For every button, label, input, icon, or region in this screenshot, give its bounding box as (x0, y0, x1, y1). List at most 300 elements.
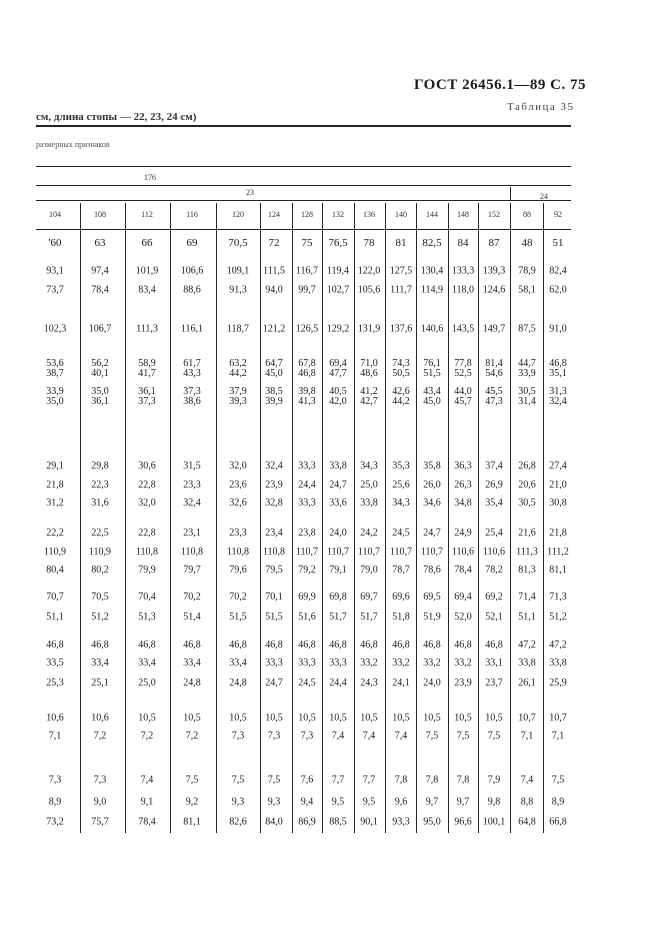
table-cell: 100,1 (482, 816, 506, 828)
table-cell: 30,6 (138, 460, 156, 472)
table-cell: 36,1 (138, 386, 156, 397)
table-cell-pair (549, 387, 567, 407)
table-cell: 52,5 (454, 368, 472, 379)
column-header: 144 (426, 210, 438, 219)
table-cell: 114,9 (420, 284, 444, 296)
table-cell: 9,6 (394, 796, 408, 808)
table-cell: 33,9 (518, 368, 536, 379)
table-cell-pair (183, 387, 201, 407)
table-cell: 33,6 (329, 497, 347, 509)
table-cell: 41,7 (138, 368, 156, 379)
table-cell: 102,7 (326, 284, 350, 296)
table-cell: 10,6 (91, 712, 109, 724)
table-cell: 24,8 (229, 677, 247, 689)
table-cell: 10,5 (298, 712, 316, 724)
table-cell: 30,5 (518, 386, 536, 397)
table-cell: 30,5 (518, 497, 536, 509)
table-cell: 149,7 (482, 323, 506, 335)
table-cell: 111,7 (390, 284, 412, 296)
table-cell-pair (138, 359, 156, 379)
table-cell: 31,5 (183, 460, 201, 472)
table-cell: 82,5 (422, 237, 442, 249)
table-cell: 7,5 (425, 730, 439, 742)
table-cell: 33,9 (46, 386, 64, 397)
table-cell: 90,1 (360, 816, 378, 828)
table-cell: 81 (395, 237, 407, 249)
table-cell: 61,7 (183, 358, 201, 369)
table-cell: 10,5 (183, 712, 201, 724)
table-cell: 25,0 (360, 479, 378, 491)
table-cell: 9,3 (231, 796, 245, 808)
table-cell: 45,5 (485, 386, 503, 397)
table-cell: 36,1 (91, 396, 109, 407)
table-subtitle: см, длина стопы — 22, 23, 24 см) (36, 111, 197, 123)
table-cell: 24,5 (392, 527, 410, 539)
table-cell: 7,8 (456, 774, 470, 786)
table-cell: 9,1 (140, 796, 154, 808)
column-header: 92 (554, 210, 562, 219)
table-cell: 29,8 (91, 460, 109, 472)
table-cell: 26,3 (454, 479, 472, 491)
table-cell: 7,7 (331, 774, 345, 786)
table-cell: 83,4 (138, 284, 156, 296)
table-cell: 37,9 (229, 386, 247, 397)
table-cell: 110,7 (389, 546, 413, 558)
table-cell: 78,4 (138, 816, 156, 828)
table-cell: 20,6 (518, 479, 536, 491)
table-cell: 9,0 (93, 796, 107, 808)
table-cell: 33,8 (360, 497, 378, 509)
column-divider (80, 203, 81, 833)
table-cell: 7,1 (551, 730, 565, 742)
table-cell: 110,8 (135, 546, 159, 558)
table-cell: 46,8 (91, 639, 109, 651)
table-cell: 33,2 (423, 657, 441, 669)
table-cell: 9,7 (425, 796, 439, 808)
table-cell-pair (454, 359, 472, 379)
table-cell: 51,1 (46, 611, 64, 623)
table-cell: 10,5 (392, 712, 410, 724)
table-cell-pair (298, 387, 316, 407)
table-cell: 110,7 (357, 546, 381, 558)
table-cell: 78,7 (392, 564, 410, 576)
table-cell: 70,5 (228, 237, 248, 249)
table-cell: 7,3 (267, 730, 281, 742)
table-cell: 58,1 (518, 284, 536, 296)
table-cell: 52,0 (454, 611, 472, 623)
table-cell: 46,8 (298, 639, 316, 651)
dimensions-label: размерных признаков (36, 140, 110, 149)
table-cell: 51,5 (265, 611, 283, 623)
table-cell: 69,6 (392, 591, 410, 603)
table-cell: 70,7 (46, 591, 64, 603)
table-cell: 27,4 (549, 460, 567, 472)
table-cell: 7,3 (300, 730, 314, 742)
table-cell: 10,5 (138, 712, 156, 724)
table-cell: 31,2 (46, 497, 64, 509)
table-cell: 71,3 (549, 591, 567, 603)
column-header: 132 (332, 210, 344, 219)
table-cell: 79,0 (360, 564, 378, 576)
table-cell-pair (392, 359, 410, 379)
table-cell: 7,5 (456, 730, 470, 742)
table-cell: 64,8 (518, 816, 536, 828)
table-cell: 33,1 (485, 657, 503, 669)
table-cell: 133,3 (451, 265, 475, 277)
table-cell: 81,3 (518, 564, 536, 576)
table-cell: 70,5 (91, 591, 109, 603)
table-cell: 105,6 (357, 284, 381, 296)
table-cell: 33,4 (229, 657, 247, 669)
table-cell: 24,0 (329, 527, 347, 539)
table-cell: 116,1 (180, 323, 204, 335)
table-cell: 46,8 (229, 639, 247, 651)
table-cell: 10,5 (454, 712, 472, 724)
table-cell: 129,2 (326, 323, 350, 335)
column-divider (478, 203, 479, 833)
table-cell: 48 (521, 237, 533, 249)
table-cell: 53,6 (46, 358, 64, 369)
table-cell: 62,0 (549, 284, 567, 296)
table-cell: 37,4 (485, 460, 503, 472)
table-cell-pair (91, 387, 109, 407)
table-cell: 72 (268, 237, 280, 249)
table-cell-pair (46, 359, 64, 379)
table-cell: 76,5 (328, 237, 348, 249)
table-cell: 130,4 (420, 265, 444, 277)
table-cell: 41,3 (298, 396, 316, 407)
table-cell: 39,9 (265, 396, 283, 407)
table-cell: 25,6 (392, 479, 410, 491)
table-cell: 35,4 (485, 497, 503, 509)
table-cell: 78,4 (91, 284, 109, 296)
table-cell: 109,1 (226, 265, 250, 277)
table-number: Таблица 35 (507, 101, 575, 113)
table-cell-pair (485, 387, 503, 407)
table-cell: 48,6 (360, 368, 378, 379)
table-cell: 96,6 (454, 816, 472, 828)
table-cell-pair (265, 359, 283, 379)
table-cell: 24,7 (329, 479, 347, 491)
table-cell: 7,3 (93, 774, 107, 786)
table-cell: 21,8 (549, 527, 567, 539)
table-cell: 7,3 (48, 774, 62, 786)
column-header: 148 (457, 210, 469, 219)
table-cell: 46,8 (265, 639, 283, 651)
table-cell: 87 (488, 237, 500, 249)
table-cell: 23,8 (298, 527, 316, 539)
column-divider (448, 203, 449, 833)
table-cell: 8,9 (48, 796, 62, 808)
table-cell: 46,8 (485, 639, 503, 651)
table-cell: 7,5 (551, 774, 565, 786)
table-cell: 24,5 (298, 677, 316, 689)
column-divider (216, 203, 217, 833)
table-cell: 9,4 (300, 796, 314, 808)
table-cell: 23,9 (265, 479, 283, 491)
table-cell: 9,7 (456, 796, 470, 808)
table-cell: 75 (301, 237, 313, 249)
table-cell: 43,4 (423, 386, 441, 397)
table-cell: 75,7 (91, 816, 109, 828)
table-cell: 23,1 (183, 527, 201, 539)
table-cell-pair (392, 387, 410, 407)
table-cell: 7,3 (231, 730, 245, 742)
table-cell: 86,9 (298, 816, 316, 828)
column-divider (385, 203, 386, 833)
table-cell: 25,4 (485, 527, 503, 539)
table-cell: 7,6 (300, 774, 314, 786)
column-divider (354, 203, 355, 833)
table-cell-pair (485, 359, 503, 379)
table-cell: 33,2 (392, 657, 410, 669)
table-cell: 81,4 (485, 358, 503, 369)
table-cell: 24,9 (454, 527, 472, 539)
table-cell: 118,0 (451, 284, 475, 296)
table-cell: 51,2 (91, 611, 109, 623)
table-cell: 76,1 (423, 358, 441, 369)
table-cell: 24,2 (360, 527, 378, 539)
table-cell: 102,3 (43, 323, 67, 335)
table-cell: 46,8 (46, 639, 64, 651)
table-cell: 79,5 (265, 564, 283, 576)
table-cell: 47,2 (549, 639, 567, 651)
table-cell: 35,3 (392, 460, 410, 472)
table-cell: 101,9 (135, 265, 159, 277)
table-cell: 78,2 (485, 564, 503, 576)
table-cell: 91,3 (229, 284, 247, 296)
table-cell: 44,7 (518, 358, 536, 369)
table-cell: 69,8 (329, 591, 347, 603)
table-cell: 24,7 (265, 677, 283, 689)
table-cell: 10,7 (549, 712, 567, 724)
table-cell: 70,1 (265, 591, 283, 603)
table-cell: 93,1 (46, 265, 64, 277)
table-cell: 25,3 (46, 677, 64, 689)
table-cell-pair (518, 387, 536, 407)
table-cell: 51,7 (329, 611, 347, 623)
table-cell: 7,4 (520, 774, 534, 786)
table-cell: 52,1 (485, 611, 503, 623)
table-cell: 47,3 (485, 396, 503, 407)
table-cell: 8,9 (551, 796, 565, 808)
table-cell: 23,3 (183, 479, 201, 491)
table-cell: 70,2 (183, 591, 201, 603)
table-cell: 31,4 (518, 396, 536, 407)
table-cell-pair (229, 387, 247, 407)
table-cell: 33,3 (298, 460, 316, 472)
column-header: 116 (186, 210, 198, 219)
table-cell: 38,6 (183, 396, 201, 407)
table-cell: 44,2 (229, 368, 247, 379)
table-cell: 10,5 (485, 712, 503, 724)
table-cell: 7,4 (140, 774, 154, 786)
table-cell: 110,9 (43, 546, 67, 558)
table-cell: 80,2 (91, 564, 109, 576)
table-cell: 31,6 (91, 497, 109, 509)
column-header: 124 (268, 210, 280, 219)
table-cell: 71,0 (360, 358, 378, 369)
foot-group-divider (510, 187, 511, 201)
column-divider (510, 203, 511, 833)
table-cell: 51,3 (138, 611, 156, 623)
table-cell: 42,6 (392, 386, 410, 397)
table-cell: 22,2 (46, 527, 64, 539)
table-cell: 51,9 (423, 611, 441, 623)
table-cell: 7,1 (520, 730, 534, 742)
column-divider (543, 203, 544, 833)
table-cell: 32,8 (265, 497, 283, 509)
table-cell: 58,9 (138, 358, 156, 369)
table-cell: 51,5 (423, 368, 441, 379)
table-cell: 110,7 (420, 546, 444, 558)
table-cell-pair (91, 359, 109, 379)
table-cell: 63 (94, 237, 106, 249)
table-cell: 51,7 (360, 611, 378, 623)
table-cell: 45,0 (423, 396, 441, 407)
table-cell: 131,9 (357, 323, 381, 335)
table-cell: 79,9 (138, 564, 156, 576)
table-cell: 137,6 (389, 323, 413, 335)
table-cell: 33,5 (46, 657, 64, 669)
table-cell: 46,8 (329, 639, 347, 651)
column-header: 104 (49, 210, 61, 219)
table-cell: 39,8 (298, 386, 316, 397)
column-header: 152 (488, 210, 500, 219)
column-divider (322, 203, 323, 833)
table-cell: 9,3 (267, 796, 281, 808)
column-header: 88 (523, 210, 531, 219)
table-cell: 33,2 (454, 657, 472, 669)
table-cell: 7,5 (487, 730, 501, 742)
table-cell: 31,3 (549, 386, 567, 397)
table-cell: 93,3 (392, 816, 410, 828)
table-cell: 73,2 (46, 816, 64, 828)
table-cell: 97,4 (91, 265, 109, 277)
table-cell: 54,6 (485, 368, 503, 379)
table-cell: 110,7 (326, 546, 350, 558)
table-cell: 110,8 (226, 546, 250, 558)
table-cell: 7,1 (48, 730, 62, 742)
table-cell: 7,4 (394, 730, 408, 742)
table-cell: 7,7 (362, 774, 376, 786)
table-cell: 74,3 (392, 358, 410, 369)
table-cell: 7,8 (394, 774, 408, 786)
table-cell: 79,7 (183, 564, 201, 576)
table-cell: 35,8 (423, 460, 441, 472)
table-cell: 10,5 (423, 712, 441, 724)
table-cell: 126,5 (295, 323, 319, 335)
table-cell: 106,6 (180, 265, 204, 277)
table-cell: 34,3 (360, 460, 378, 472)
table-cell: 64,7 (265, 358, 283, 369)
table-cell: 24,0 (423, 677, 441, 689)
table-cell: 22,5 (91, 527, 109, 539)
table-cell: 110,8 (262, 546, 286, 558)
table-cell: 79,1 (329, 564, 347, 576)
table-cell: 110,6 (482, 546, 506, 558)
column-divider (170, 203, 171, 833)
table-cell: 46,8 (549, 358, 567, 369)
table-cell: 10,6 (46, 712, 64, 724)
table-cell: 32,4 (265, 460, 283, 472)
table-cell: 46,8 (360, 639, 378, 651)
table-cell: 21,8 (46, 479, 64, 491)
table-cell: 70,4 (138, 591, 156, 603)
table-cell: 24,1 (392, 677, 410, 689)
table-cell: 33,4 (138, 657, 156, 669)
table-cell: 87,5 (518, 323, 536, 335)
table-cell: 63,2 (229, 358, 247, 369)
document-title: ГОСТ 26456.1—89 С. 75 (414, 77, 586, 93)
table-cell: 47,2 (518, 639, 536, 651)
table-cell-pair (360, 387, 378, 407)
table-cell: 7,5 (185, 774, 199, 786)
table-cell: 37,3 (183, 386, 201, 397)
table-cell: 110,8 (180, 546, 204, 558)
table-cell: 7,9 (487, 774, 501, 786)
table-cell: 10,5 (229, 712, 247, 724)
table-cell: 44,0 (454, 386, 472, 397)
table-cell-pair (329, 359, 347, 379)
table-cell: 24,7 (423, 527, 441, 539)
table-cell: 67,8 (298, 358, 316, 369)
table-cell-pair (229, 359, 247, 379)
table-cell: 40,5 (329, 386, 347, 397)
table-cell: 73,7 (46, 284, 64, 296)
column-header: 112 (141, 210, 153, 219)
table-cell: 25,9 (549, 677, 567, 689)
table-cell: 23,9 (454, 677, 472, 689)
table-cell: 35,0 (91, 386, 109, 397)
table-cell: 23,3 (229, 527, 247, 539)
table-cell: 69 (186, 237, 198, 249)
table-cell: 33,8 (549, 657, 567, 669)
table-cell: 88,6 (183, 284, 201, 296)
table-cell-pair (549, 359, 567, 379)
table-cell: 51,8 (392, 611, 410, 623)
table-cell: 7,8 (425, 774, 439, 786)
table-cell: 77,8 (454, 358, 472, 369)
table-cell: 33,8 (329, 460, 347, 472)
table-cell: 35,1 (549, 368, 567, 379)
table-cell: 25,1 (91, 677, 109, 689)
table-cell: 82,6 (229, 816, 247, 828)
table-cell: 111,3 (516, 546, 538, 558)
table-cell-pair (298, 359, 316, 379)
table-cell: 43,3 (183, 368, 201, 379)
table-cell: 45,7 (454, 396, 472, 407)
table-cell: 119,4 (326, 265, 350, 277)
table-cell-pair (360, 359, 378, 379)
table-cell: 69,7 (360, 591, 378, 603)
table-cell: 21,6 (518, 527, 536, 539)
table-cell-pair (46, 387, 64, 407)
table-cell: 33,8 (518, 657, 536, 669)
table-cell-pair (423, 359, 441, 379)
table-cell: 38,7 (46, 368, 64, 379)
table-cell: 111,5 (263, 265, 285, 277)
table-cell: 36,3 (454, 460, 472, 472)
table-cell: 110,7 (295, 546, 319, 558)
table-cell: 79,6 (229, 564, 247, 576)
rule-height (36, 185, 571, 186)
table-cell: 106,7 (88, 323, 112, 335)
table-cell: 8,8 (520, 796, 534, 808)
table-cell: 80,4 (46, 564, 64, 576)
table-cell: 10,5 (265, 712, 283, 724)
table-cell: 24,4 (298, 479, 316, 491)
